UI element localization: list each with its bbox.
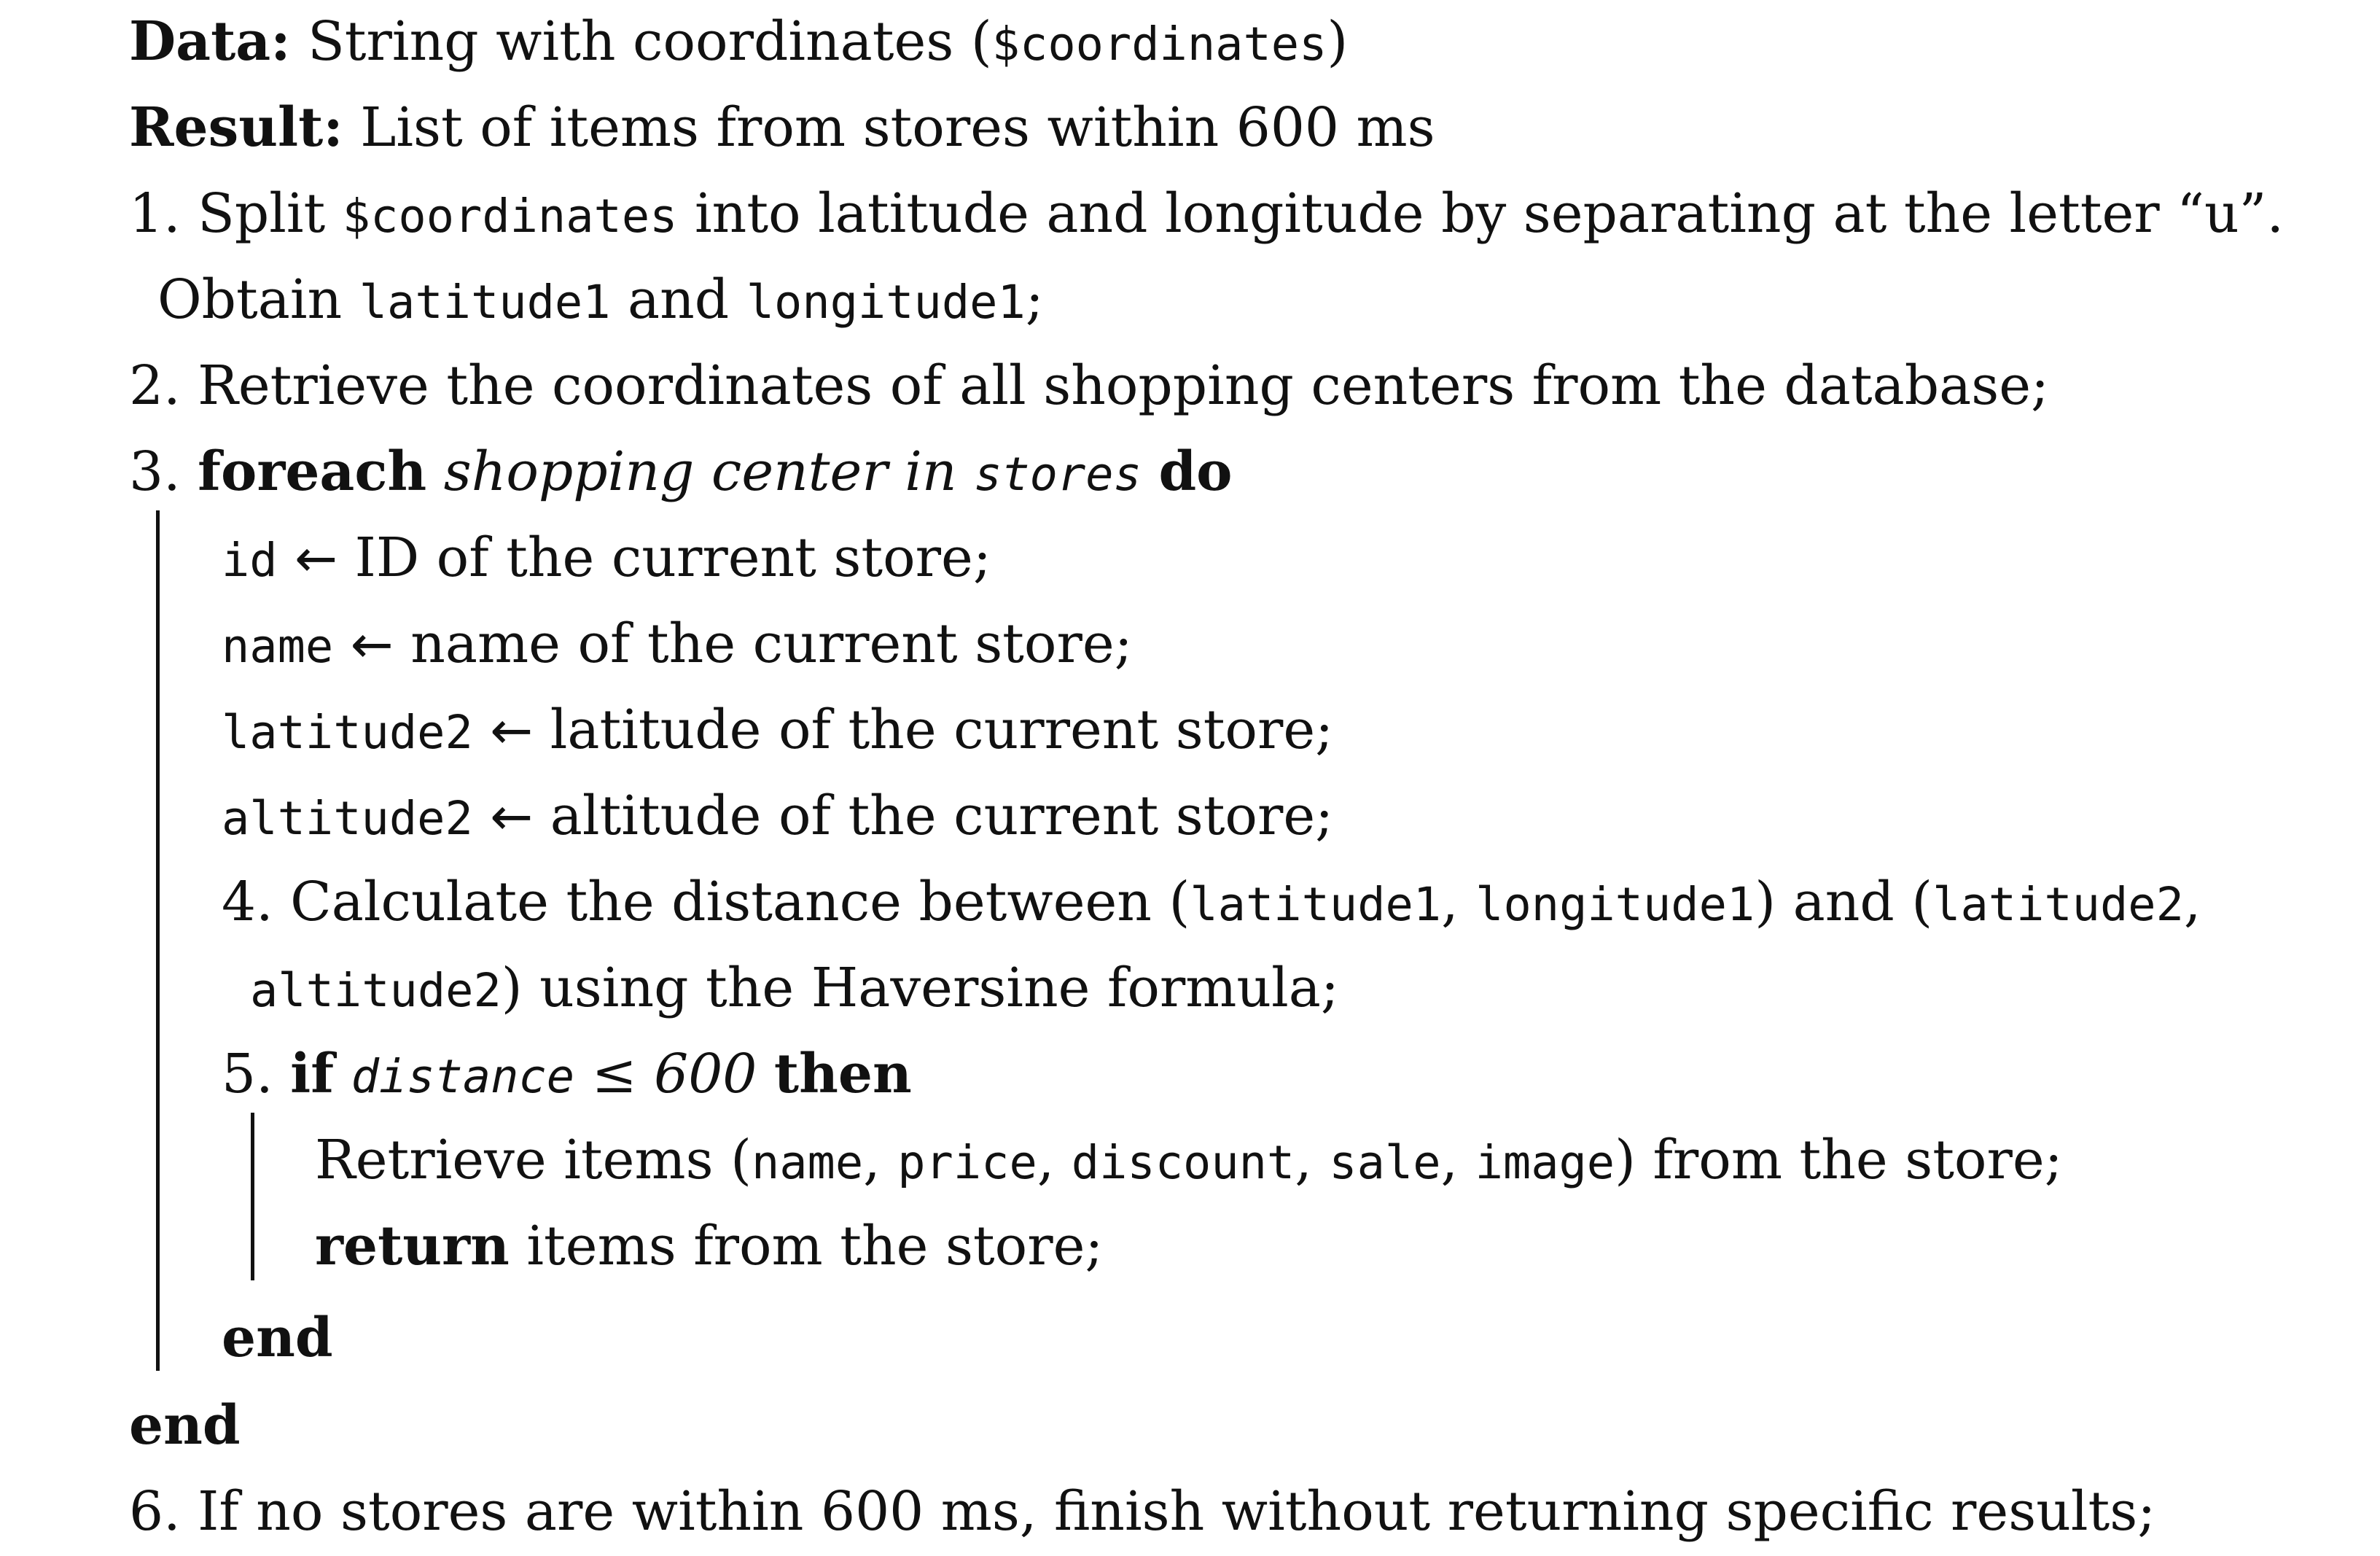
- line-text: 2. Retrieve the coordinates of all shopping centers from the database;: [129, 354, 2049, 417]
- var-longitude1: longitude1: [1475, 878, 1755, 932]
- foreach-block-bar: [156, 510, 160, 1371]
- line-text: ) and (: [1755, 871, 1933, 933]
- line-text: altitude of the current store;: [533, 785, 1334, 847]
- data-text: String with coordinates (: [308, 10, 992, 73]
- separator: ,: [2183, 871, 2201, 933]
- var-coordinates: $coordinates: [342, 190, 678, 244]
- var-latitude2: latitude2: [222, 706, 473, 760]
- separator: ,: [1441, 871, 1476, 933]
- step-prefix: 5.: [222, 1043, 291, 1105]
- data-var: $coordinates: [991, 17, 1327, 71]
- assign-arrow-icon: ←: [350, 615, 394, 674]
- var-distance: distance: [351, 1050, 575, 1104]
- line-text: latitude of the current store;: [533, 699, 1334, 761]
- keyword-end: end: [222, 1307, 333, 1369]
- line-text: ) from the store;: [1615, 1129, 2063, 1191]
- if-block-bar: [251, 1113, 254, 1280]
- line-text: 1. Split: [129, 182, 343, 245]
- assign-arrow-icon: ←: [490, 787, 534, 847]
- assign-arrow-icon: ←: [490, 701, 534, 761]
- line-text: ID of the current store;: [338, 526, 991, 589]
- line-text: ) using the Haversine formula;: [501, 957, 1339, 1019]
- var-image: image: [1475, 1136, 1615, 1190]
- line-text: Retrieve items (: [315, 1129, 752, 1191]
- operator: ≤: [574, 1043, 655, 1105]
- var-name: name: [222, 620, 334, 674]
- line-text: Obtain: [157, 268, 359, 331]
- var-latitude2: latitude2: [1932, 878, 2184, 932]
- loop-condition: shopping center in: [426, 440, 975, 503]
- keyword-do: do: [1158, 440, 1233, 503]
- var-altitude2: altitude2: [222, 792, 473, 846]
- data-close: ): [1327, 10, 1349, 73]
- var-price: price: [897, 1136, 1037, 1190]
- keyword-foreach: foreach: [198, 440, 427, 503]
- keyword-then: then: [773, 1043, 912, 1105]
- separator: ,: [1037, 1129, 1072, 1191]
- var-latitude1: latitude1: [1190, 878, 1442, 932]
- separator: ,: [863, 1129, 898, 1191]
- separator: ,: [1440, 1129, 1475, 1191]
- threshold-value: 600: [654, 1043, 757, 1105]
- var-name: name: [751, 1136, 864, 1190]
- line-text: name of the current store;: [393, 612, 1133, 675]
- var-sale: sale: [1329, 1136, 1441, 1190]
- result-text: List of items from stores within 600 ms: [360, 96, 1435, 159]
- var-id: id: [222, 534, 278, 588]
- var-discount: discount: [1071, 1136, 1295, 1190]
- line-text: 4. Calculate the distance between (: [222, 871, 1190, 933]
- keyword-end: end: [129, 1394, 241, 1457]
- keyword-return: return: [315, 1215, 510, 1277]
- separator: ,: [1295, 1129, 1330, 1191]
- line-text: 6. If no stores are within 600 ms, finish without returning specific results;: [129, 1480, 2156, 1543]
- assign-arrow-icon: ←: [294, 529, 338, 588]
- var-altitude2: altitude2: [250, 964, 502, 1018]
- data-label: Data:: [129, 10, 291, 73]
- line-text: ;: [1025, 268, 1044, 331]
- step-prefix: 3.: [129, 440, 198, 503]
- line-text: into latitude and longitude by separating at the letter “u”.: [677, 182, 2285, 245]
- var-stores: stores: [974, 448, 1142, 502]
- line-text: items from the store;: [509, 1215, 1104, 1277]
- result-label: Result:: [129, 96, 343, 159]
- line-text: and: [610, 268, 746, 331]
- var-latitude1: latitude1: [359, 276, 611, 330]
- keyword-if: if: [290, 1043, 335, 1105]
- var-longitude1: longitude1: [746, 276, 1026, 330]
